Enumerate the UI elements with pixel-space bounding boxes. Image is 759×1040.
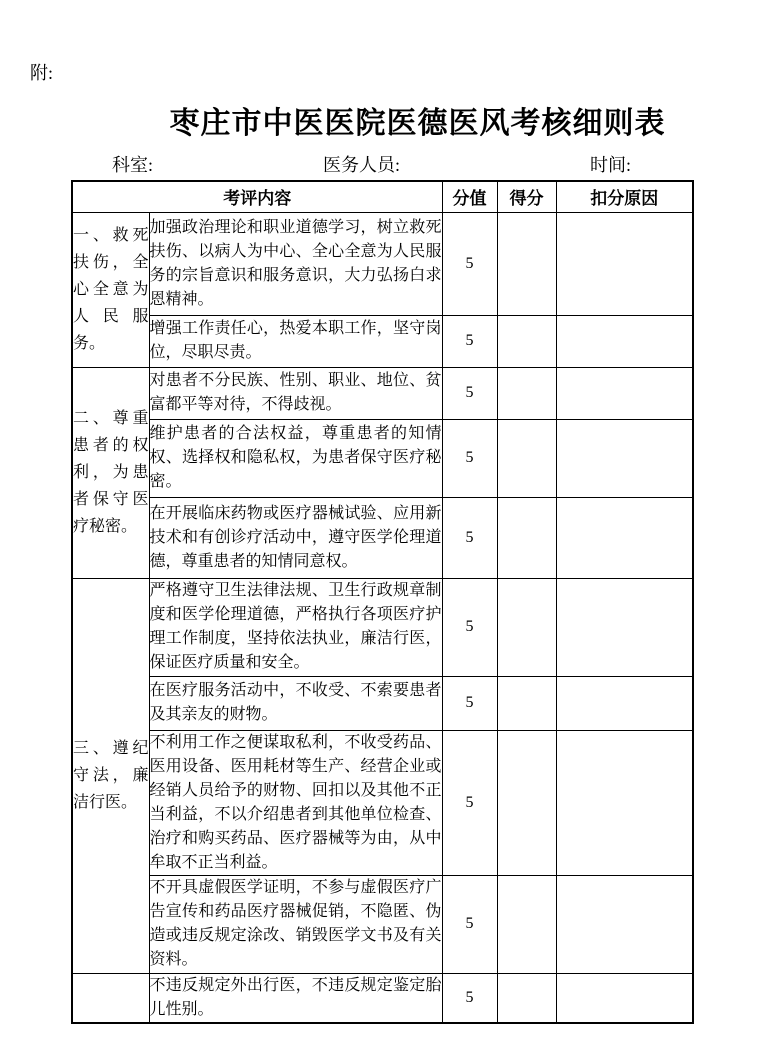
criteria-cell: 维护患者的合法权益，尊重患者的知情权、选择权和隐私权，为患者保守医疗秘密。 — [149, 419, 442, 497]
header-score-obtained: 得分 — [497, 181, 556, 212]
table-row — [72, 578, 693, 676]
score-obtained-cell — [497, 676, 556, 730]
criteria-cell: 不利用工作之便谋取私利，不收受药品、医用设备、医用耗材等生产、经营企业或经销人员给予的财物、回扣以及其他不正当利益，不以介绍患者到其他单位检查、治疗和购买药品、医疗器械等为由，从中牟取不正当利益。 — [149, 730, 442, 875]
assessment-table — [71, 180, 694, 1024]
section-label-cell — [72, 973, 149, 1023]
score-obtained-cell — [497, 730, 556, 875]
table-row — [72, 730, 693, 875]
table-row — [72, 419, 693, 497]
score-obtained-cell — [497, 367, 556, 419]
deduction-reason-cell — [556, 578, 693, 676]
attachment-label: 附: — [30, 63, 54, 83]
score-obtained-cell — [497, 875, 556, 973]
table-row — [72, 973, 693, 1023]
section-label-cell: 二、尊重患者的权利，为患者保守医疗秘密。 — [72, 367, 149, 578]
criteria-cell: 在开展临床药物或医疗器械试验、应用新技术和有创诊疗活动中，遵守医学伦理道德，尊重患者的知情同意权。 — [149, 497, 442, 578]
table-row — [72, 212, 693, 315]
deduction-reason-cell — [556, 212, 693, 315]
score-obtained-cell — [497, 315, 556, 367]
criteria-cell: 在医疗服务活动中，不收受、不索要患者及其亲友的财物。 — [149, 676, 442, 730]
table-row — [72, 676, 693, 730]
criteria-cell: 加强政治理论和职业道德学习，树立救死扶伤、以病人为中心、全心全意为人民服务的宗旨意识和服务意识，大力弘扬白求恩精神。 — [149, 212, 442, 315]
criteria-cell: 严格遵守卫生法律法规、卫生行政规章制度和医学伦理道德，严格执行各项医疗护理工作制度，坚持依法执业，廉洁行医，保证医疗质量和安全。 — [149, 578, 442, 676]
deduction-reason-cell — [556, 367, 693, 419]
staff-label: 医务人员: — [323, 155, 401, 175]
score-obtained-cell — [497, 419, 556, 497]
score-obtained-cell — [497, 497, 556, 578]
deduction-reason-cell — [556, 419, 693, 497]
score-value-cell: 5 — [442, 973, 497, 1023]
criteria-cell: 对患者不分民族、性别、职业、地位、贫富都平等对待，不得歧视。 — [149, 367, 442, 419]
deduction-reason-cell — [556, 315, 693, 367]
criteria-cell: 不违反规定外出行医，不违反规定鉴定胎儿性别。 — [149, 973, 442, 1023]
score-value-cell: 5 — [442, 367, 497, 419]
department-label: 科室: — [112, 155, 154, 175]
table-row — [72, 367, 693, 419]
criteria-cell: 增强工作责任心，热爱本职工作，坚守岗位，尽职尽责。 — [149, 315, 442, 367]
section-label-cell: 三、遵纪守法，廉洁行医。 — [72, 578, 149, 973]
time-label: 时间: — [590, 155, 632, 175]
table-row — [72, 497, 693, 578]
header-deduction-reason: 扣分原因 — [556, 181, 693, 212]
deduction-reason-cell — [556, 676, 693, 730]
deduction-reason-cell — [556, 730, 693, 875]
score-value-cell: 5 — [442, 730, 497, 875]
score-value-cell: 5 — [442, 497, 497, 578]
deduction-reason-cell — [556, 497, 693, 578]
score-value-cell: 5 — [442, 578, 497, 676]
table-row — [72, 875, 693, 973]
section-label-cell: 一、救死扶伤，全心全意为人民服务。 — [72, 212, 149, 367]
score-value-cell: 5 — [442, 212, 497, 315]
deduction-reason-cell — [556, 973, 693, 1023]
score-value-cell: 5 — [442, 315, 497, 367]
score-obtained-cell — [497, 973, 556, 1023]
criteria-cell: 不开具虚假医学证明，不参与虚假医疗广告宣传和药品医疗器械促销，不隐匿、伪造或违反规定涂改、销毁医学文书及有关资料。 — [149, 875, 442, 973]
score-obtained-cell — [497, 212, 556, 315]
table-row — [72, 315, 693, 367]
score-obtained-cell — [497, 578, 556, 676]
score-value-cell: 5 — [442, 875, 497, 973]
meta-row — [0, 151, 759, 177]
score-value-cell: 5 — [442, 419, 497, 497]
page-title: 枣庄市中医医院医德医风考核细则表 — [169, 107, 666, 140]
header-score-value: 分值 — [442, 181, 497, 212]
header-content: 考评内容 — [72, 181, 442, 212]
deduction-reason-cell — [556, 875, 693, 973]
table-header-row — [72, 181, 693, 212]
score-value-cell: 5 — [442, 676, 497, 730]
